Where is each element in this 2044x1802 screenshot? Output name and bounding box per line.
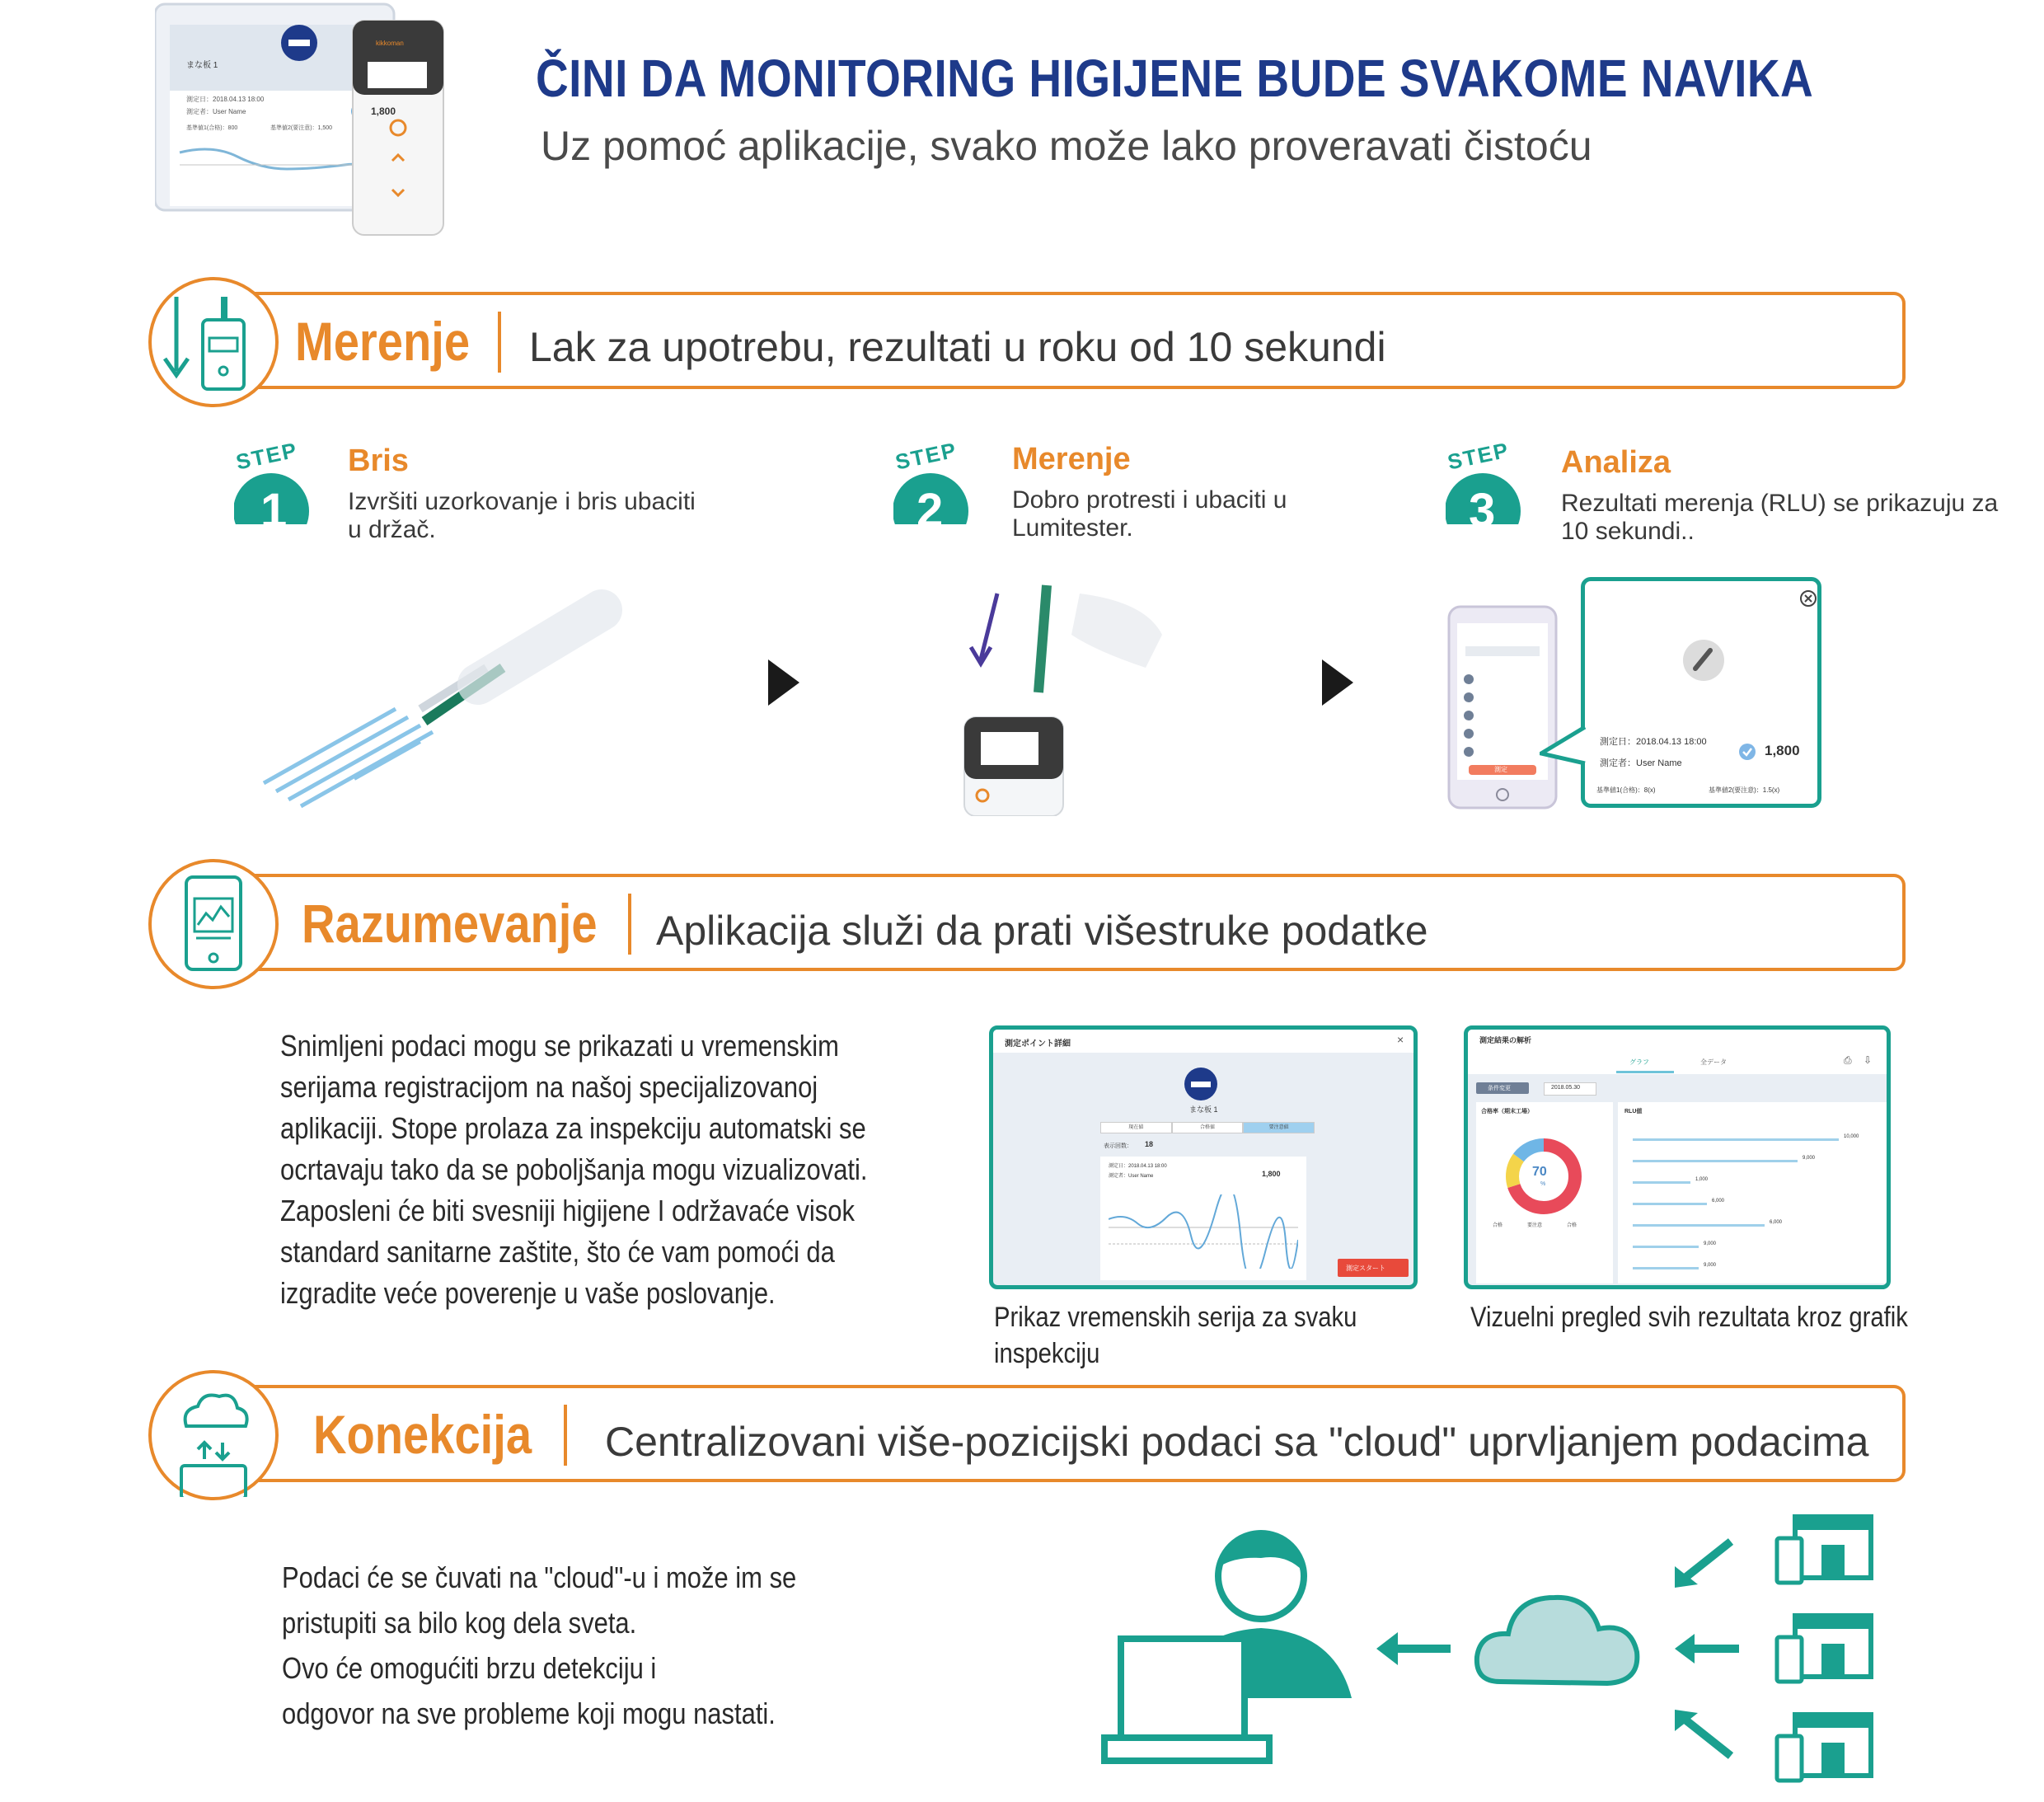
rlu-bar-value: 9,000 — [1704, 1263, 1717, 1268]
analysis-caption: Vizuelni pregled svih rezultata kroz grafik — [1470, 1302, 1908, 1333]
step-1-number: 1 — [260, 484, 288, 537]
time-series-start-label: 測定スタート — [1346, 1265, 1385, 1272]
konekcija-icon-circle — [148, 1370, 279, 1500]
rlu-bar — [1633, 1160, 1798, 1162]
merenje-separator — [498, 312, 501, 373]
pie-unit: % — [1540, 1181, 1546, 1187]
razumevanje-icon-circle — [148, 859, 279, 989]
user-laptop-icon — [1104, 1533, 1352, 1761]
lumitester-download-icon — [152, 280, 275, 404]
razumevanje-title: Razumevanje — [302, 893, 598, 954]
step-2-word: STEP — [893, 437, 960, 475]
step-2-text: Dobro protresti i ubaciti u Lumitester. — [1012, 486, 1287, 542]
main-title: ČINI DA MONITORING HIGIJENE BUDE SVAKOME NAVIKA — [536, 49, 1814, 108]
step-3-word: STEP — [1445, 437, 1512, 475]
phone-result-icon — [1447, 605, 1558, 809]
analysis-header: 測定結果の解析 — [1479, 1036, 1532, 1044]
rlu-bar — [1633, 1181, 1690, 1184]
cloud-sync-icon — [152, 1373, 275, 1497]
popup-date: 測定日：2018.04.13 18:00 — [1600, 737, 1707, 747]
step-1-word: STEP — [233, 437, 301, 475]
step-1-badge — [232, 437, 323, 567]
rlu-bar-value: 1,000 — [1695, 1177, 1709, 1182]
konekcija-separator — [564, 1405, 567, 1466]
time-series-screen — [989, 1025, 1418, 1289]
konekcija-description: Centralizovani više-pozicijski podaci sa "cloud" uprvljanjem podacima — [605, 1419, 1869, 1465]
device-legend-1: 基準値1(合格)：800 — [186, 125, 238, 131]
step-3-badge — [1444, 437, 1535, 567]
konekcija-line-3: Ovo će omogućiti brzu detekciju i — [282, 1651, 657, 1685]
time-series-start-button[interactable] — [1338, 1259, 1409, 1277]
time-series-tab-1[interactable]: 現在値 — [1100, 1122, 1172, 1133]
step-arrow-2-icon — [1322, 659, 1353, 706]
store-phone-icon — [1777, 1616, 1871, 1682]
check-icon — [1738, 743, 1756, 761]
rlu-bar — [1633, 1267, 1699, 1269]
phone-chart-icon — [152, 862, 275, 986]
time-series-count-label: 表示回数： — [1104, 1143, 1132, 1149]
rlu-bar-value: 6,000 — [1712, 1199, 1725, 1204]
device-value: 1,800 — [371, 106, 396, 117]
razumevanje-description: Aplikacija služi da prati višestruke podatke — [656, 908, 1428, 954]
konekcija-title: Konekcija — [313, 1404, 532, 1465]
pie-legend-3: 合格 — [1567, 1223, 1578, 1228]
time-series-user: 測定者：User Name — [1109, 1174, 1154, 1179]
lumitester-insert-illustration-icon — [948, 569, 1195, 816]
pie-value: 70 — [1532, 1165, 1547, 1179]
cloud-network-illustration — [1096, 1509, 1953, 1789]
merenje-icon-circle — [148, 277, 279, 407]
tablet-and-lumitester-icon — [155, 0, 452, 239]
analysis-filter-button[interactable] — [1476, 1082, 1529, 1094]
swab-illustration-icon — [256, 577, 750, 808]
time-series-count: 18 — [1145, 1140, 1154, 1148]
razumevanje-paragraph: Snimljeni podaci mogu se prikazati u vremenskim serijama registracijom na našoj specijalizovanoj aplikaciji. Stope prolaza za inspekciju automatski se ocrtavaju tako da se poboljšanja mogu vizualizovati. Zaposleni će biti svesniji higijene I održavaće visok standard sanitarne zaštite, što će vam pomoći da izgradite veće poverenje u vaše poslovanje. — [280, 1029, 868, 1310]
time-series-caption: Prikaz vremenskih serija za svaku inspekciju — [994, 1302, 1357, 1369]
hero-device-illustration — [155, 0, 452, 208]
device-user: 測定者：User Name — [186, 108, 246, 115]
step-2-title: Merenje — [1012, 442, 1131, 476]
analysis-filter-label: 条件変更 — [1488, 1086, 1511, 1091]
rlu-bar — [1633, 1203, 1707, 1205]
download-icon[interactable]: ⇩ — [1864, 1054, 1873, 1066]
popup-legend-1: 基準値1(合格)：8(x) — [1596, 786, 1656, 794]
popup-pointer-icon — [1540, 725, 1586, 767]
rlu-bar — [1633, 1246, 1699, 1248]
close-icon[interactable] — [1799, 589, 1817, 608]
device-brand: kikkoman — [376, 40, 404, 47]
rlu-bar-value: 9,000 — [1803, 1156, 1816, 1161]
konekcija-line-4: odgovor na sve probleme koji mogu nastati. — [282, 1696, 776, 1730]
konekcija-line-2: pristupiti sa bilo kog dela sveta. — [282, 1606, 637, 1640]
konekcija-line-1: Podaci će se čuvati na "cloud"-u i može im se — [282, 1560, 797, 1594]
konekcija-paragraph — [282, 1555, 920, 1736]
time-series-date: 測定日：2018.04.13 18:00 — [1109, 1164, 1167, 1169]
step-arrow-1-icon — [768, 659, 799, 706]
rlu-bar-value: 9,000 — [1704, 1241, 1717, 1246]
print-icon[interactable]: ⎙ — [1844, 1054, 1852, 1066]
rlu-bar — [1633, 1224, 1765, 1227]
analysis-screen — [1464, 1025, 1891, 1289]
rlu-bar — [1633, 1138, 1839, 1141]
popup-legend-2: 基準値2(要注意)：1.5(x) — [1709, 786, 1780, 794]
phone-measure-button[interactable]: 測定 — [1494, 766, 1507, 773]
store-phone-icon — [1777, 1715, 1871, 1781]
analysis-tab-graph[interactable]: グラフ — [1629, 1058, 1649, 1066]
rlu-bar-list — [1633, 1122, 1880, 1287]
device-legend-2: 基準値2(要注意)：1,500 — [270, 125, 333, 131]
swab-pen-icon — [1682, 639, 1725, 682]
step-3-number: 3 — [1469, 484, 1496, 537]
bars-title: RLU値 — [1624, 1109, 1643, 1115]
result-popup — [1581, 577, 1821, 808]
pie-legend-1: 合格 — [1493, 1223, 1503, 1228]
analysis-date-field[interactable] — [1544, 1082, 1596, 1096]
main-subtitle: Uz pomoć aplikacije, svako može lako proveravati čistoću — [541, 123, 1592, 169]
rlu-bar-value: 6,000 — [1770, 1220, 1783, 1225]
step-3-text: Rezultati merenja (RLU) se prikazuju za 10 sekundi.. — [1561, 490, 1999, 545]
popup-value: 1,800 — [1765, 743, 1800, 758]
step-1-text: Izvršiti uzorkovanje i bris ubaciti u držač. — [348, 488, 696, 543]
device-date: 測定日：2018.04.13 18:00 — [186, 96, 265, 103]
time-series-header: 測定ポイント詳細 — [1005, 1039, 1071, 1049]
analysis-tab-data[interactable]: 全データ — [1700, 1058, 1727, 1066]
pie-title: 合格率（期末工場） — [1481, 1109, 1533, 1115]
time-series-tab-3[interactable]: 要注意値 — [1243, 1122, 1315, 1133]
merenje-description: Lak za upotrebu, rezultati u roku od 10 sekundi — [529, 324, 1386, 370]
time-series-value: 1,800 — [1262, 1170, 1281, 1178]
time-series-close-icon[interactable]: × — [1397, 1033, 1404, 1046]
merenje-title: Merenje — [295, 311, 471, 372]
rlu-bar-value: 10,000 — [1844, 1134, 1859, 1139]
step-2-badge — [892, 437, 982, 567]
time-series-name: まな板 1 — [1189, 1105, 1218, 1114]
pie-legend-2: 要注意 — [1527, 1223, 1543, 1228]
analysis-date: 2018.05.30 — [1551, 1085, 1581, 1091]
razumevanje-separator — [628, 894, 631, 955]
popup-user: 測定者：User Name — [1600, 758, 1682, 768]
time-series-tab-2[interactable]: 合格値 — [1172, 1122, 1244, 1133]
time-series-line-chart-icon — [1109, 1194, 1298, 1269]
cutting-board-icon — [1183, 1066, 1219, 1102]
step-2-number: 2 — [917, 484, 944, 537]
step-1-title: Bris — [348, 443, 409, 478]
device-screen-label: まな板 1 — [186, 61, 218, 70]
step-3-title: Analiza — [1561, 445, 1671, 480]
store-phone-icon — [1777, 1517, 1871, 1583]
